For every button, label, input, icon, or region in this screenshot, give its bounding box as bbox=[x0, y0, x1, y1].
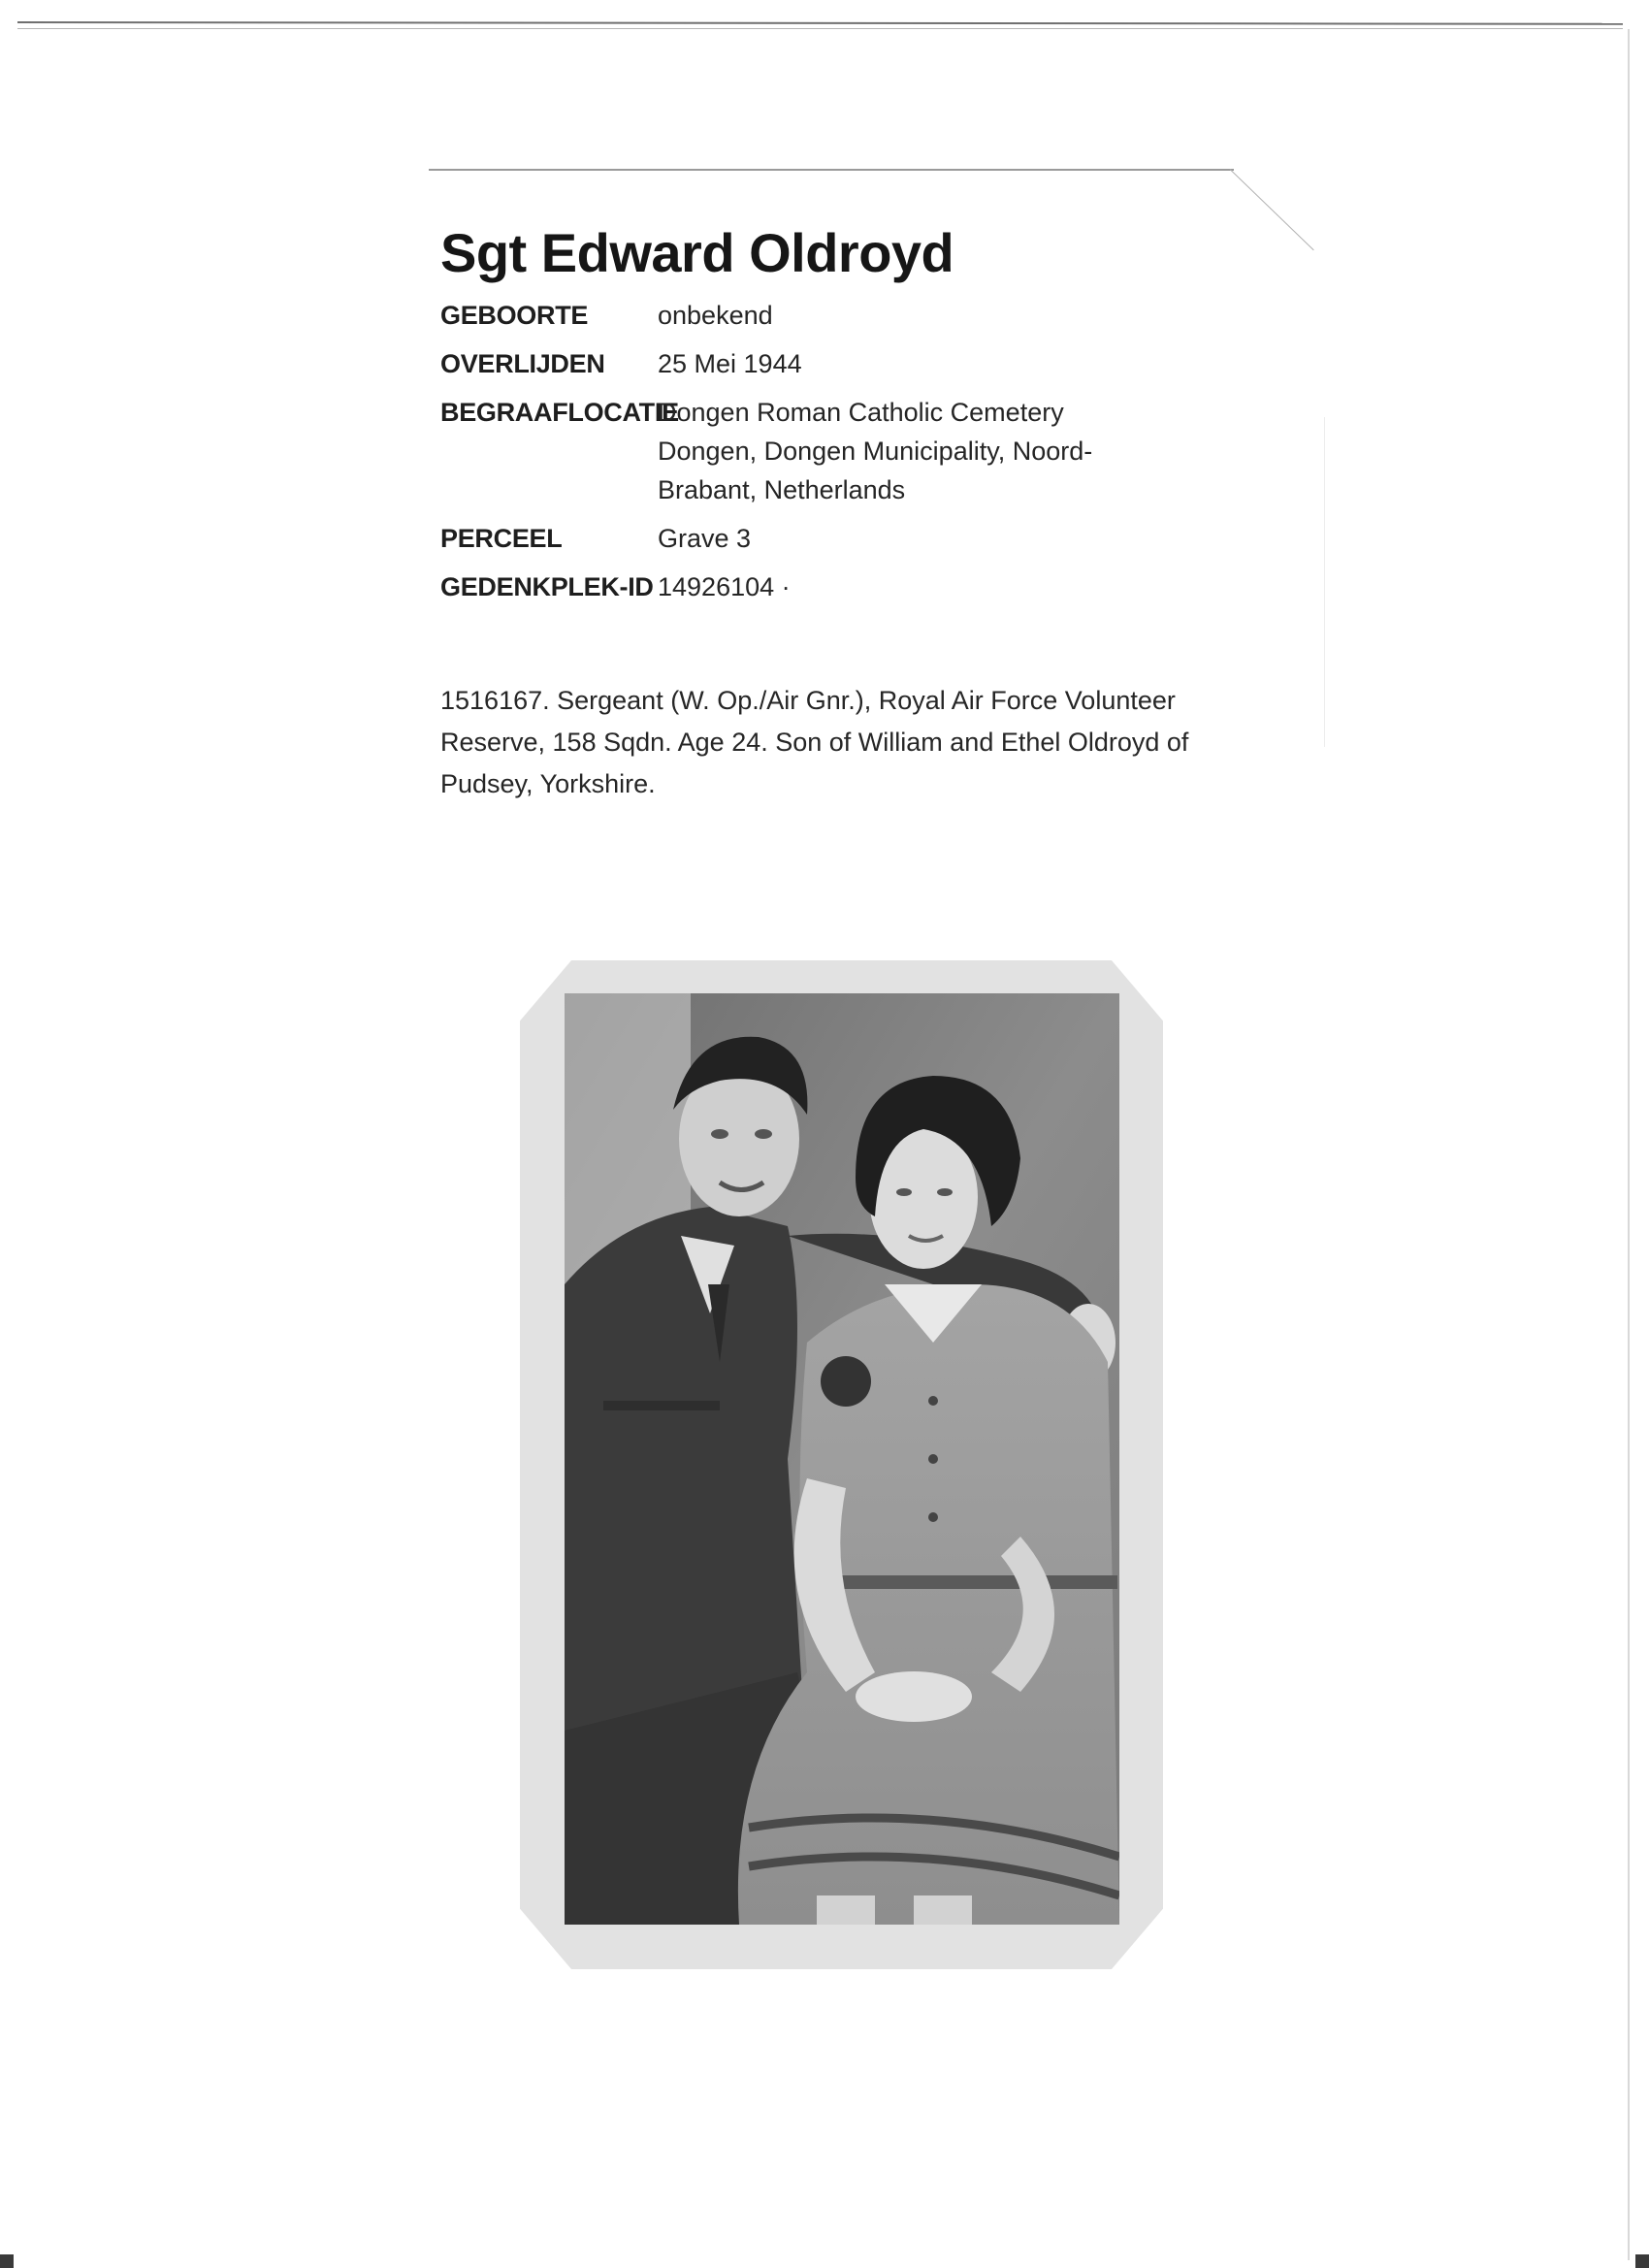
fact-label-death: OVERLIJDEN bbox=[440, 349, 605, 378]
fact-value-memorial-id: 14926104 · bbox=[658, 572, 791, 601]
memorial-record bbox=[440, 221, 1236, 831]
fact-value-plot: Grave 3 bbox=[658, 524, 752, 553]
scan-edge-line bbox=[17, 21, 1623, 25]
facts-list bbox=[440, 296, 1236, 606]
fact-label-birth: GEBOORTE bbox=[440, 301, 589, 330]
pasted-paper-side bbox=[1324, 417, 1325, 747]
flower-brooch bbox=[821, 1356, 871, 1407]
fact-label-memorial-id: GEDENKPLEK-ID bbox=[440, 572, 654, 601]
biography-text: 1516167. Sergeant (W. Op./Air Gnr.), Royal Air Force Volunteer Reserve, 158 Sqdn. Age 24. Son of William and Ethel Oldroyd of Pudsey, Yorkshire. bbox=[440, 686, 1189, 798]
scan-corner-mark-left bbox=[0, 2254, 14, 2268]
scan-edge-line-secondary bbox=[17, 28, 1623, 29]
portrait-photograph bbox=[520, 960, 1163, 1969]
pasted-paper-edge bbox=[429, 169, 1234, 171]
record-title: Sgt Edward Oldroyd bbox=[440, 222, 954, 283]
fact-label-burial: BEGRAAFLOCATIE bbox=[440, 398, 679, 427]
fact-value-birth: onbekend bbox=[658, 301, 773, 330]
photo-illustration bbox=[565, 993, 1119, 1925]
scan-corner-mark-right bbox=[1635, 2254, 1649, 2268]
fact-value-burial: Dongen Roman Catholic Cemetery Dongen, Dongen Municipality, Noord-Brabant, Netherlands bbox=[658, 398, 1093, 504]
scan-right-edge bbox=[1628, 29, 1630, 2260]
fact-label-plot: PERCEEL bbox=[440, 524, 563, 553]
fact-value-death: 25 Mei 1944 bbox=[658, 349, 802, 378]
pasted-paper-corner bbox=[1230, 169, 1314, 250]
